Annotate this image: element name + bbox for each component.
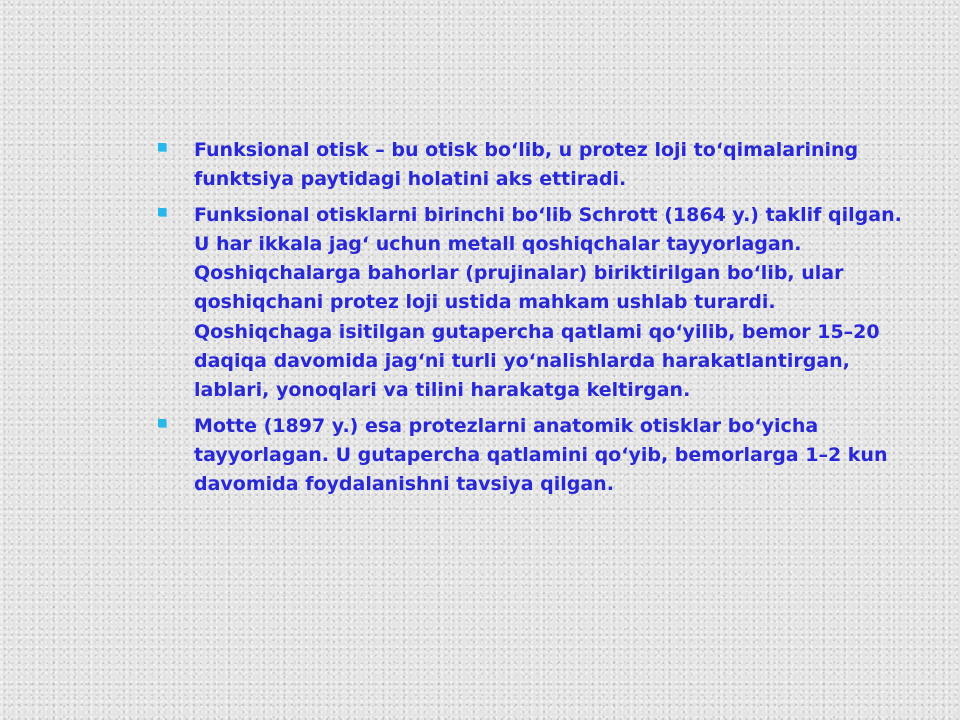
bullet-text: Funksional otisklarni birinchi bo‘lib Schrott (1864 y.) taklif qilgan. U har ikkala jag‘ uchun metall qoshiqchalar tayyorlagan. Qoshiqchalarga bahorlar (prujinalar) biriktirilgan bo‘lib, ular qoshiqchani protez loji ustida mahkam ushlab turardi. Qoshiqchaga isitilgan gutapercha qatlami qo‘yilib, bemor 15–20 daqiqa davomida jag‘ni turli yo‘nalishlarda harakatlantirgan, lablari, yonoqlari va tilini harakatga keltirgan. [194, 203, 902, 402]
square-bullet-icon [158, 143, 166, 151]
bullet-item-1 [158, 136, 918, 195]
square-bullet-icon [158, 208, 166, 216]
bullet-item-3 [158, 412, 918, 500]
bullet-text: Funksional otisk – bu otisk bo‘lib, u protez loji to‘qimalarining funktsiya paytidagi holatini aks ettiradi. [194, 139, 859, 191]
bullet-text: Motte (1897 y.) esa protezlarni anatomik otisklar bo‘yicha tayyorlagan. U gutapercha qatlamini qo‘yib, bemorlarga 1–2 kun davomida foydalanishni tavsiya qilgan. [194, 414, 888, 496]
bullet-item-2 [158, 201, 918, 406]
bullet-list [158, 136, 918, 506]
square-bullet-icon [158, 419, 166, 427]
